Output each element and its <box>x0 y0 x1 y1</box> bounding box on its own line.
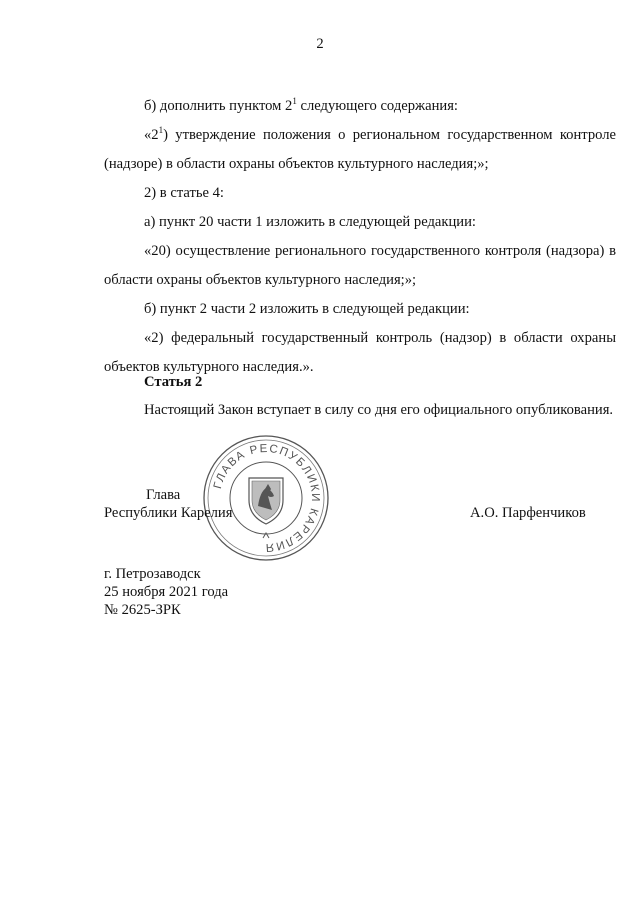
amendment-paragraph: «2) федеральный государственный контроль (надзор) в области охраны объектов культурного наследия.». <box>104 330 616 375</box>
signature-title: Глава <box>146 487 181 503</box>
article-text: Настоящий Закон вступает в силу со дня его официального опубликования. <box>144 402 614 418</box>
amendment-paragraph: а) пункт 20 части 1 изложить в следующей редакции: <box>144 214 476 230</box>
page-number: 2 <box>316 36 324 52</box>
amendment-paragraph: «20) осуществление регионального государственного контроля (надзора) в области охраны объектов культурного наследия;»; <box>104 243 616 288</box>
amendment-paragraph: «$2^1$) утверждение положения о региональном государственном контроле (надзоре) в области охраны объектов культурного наследия;»; <box>104 125 616 172</box>
footer-number: № 2625-ЗРК <box>104 602 181 618</box>
amendment-paragraph: б) пункт 2 части 2 изложить в следующей редакции: <box>144 301 470 317</box>
footer-date: 25 ноября 2021 года <box>104 584 229 600</box>
svg-text:ГЛАВА РЕСПУБЛИКИ КАРЕЛИЯ: ГЛАВА РЕСПУБЛИКИ КАРЕЛИЯ <box>211 442 322 554</box>
footer-city: г. Петрозаводск <box>104 566 201 582</box>
amendment-paragraph: 2) в статье 4: <box>144 185 224 201</box>
amendments-block <box>104 92 616 382</box>
article-heading: Статья 2 <box>144 374 203 390</box>
official-seal <box>202 434 330 562</box>
amendment-paragraph: б) дополнить пунктом $2^1$ следующего содержания: <box>144 96 458 114</box>
article-2 <box>104 368 616 425</box>
signature-title: Республики Карелия <box>104 505 233 521</box>
signatory-name: А.О. Парфенчиков <box>470 505 586 521</box>
